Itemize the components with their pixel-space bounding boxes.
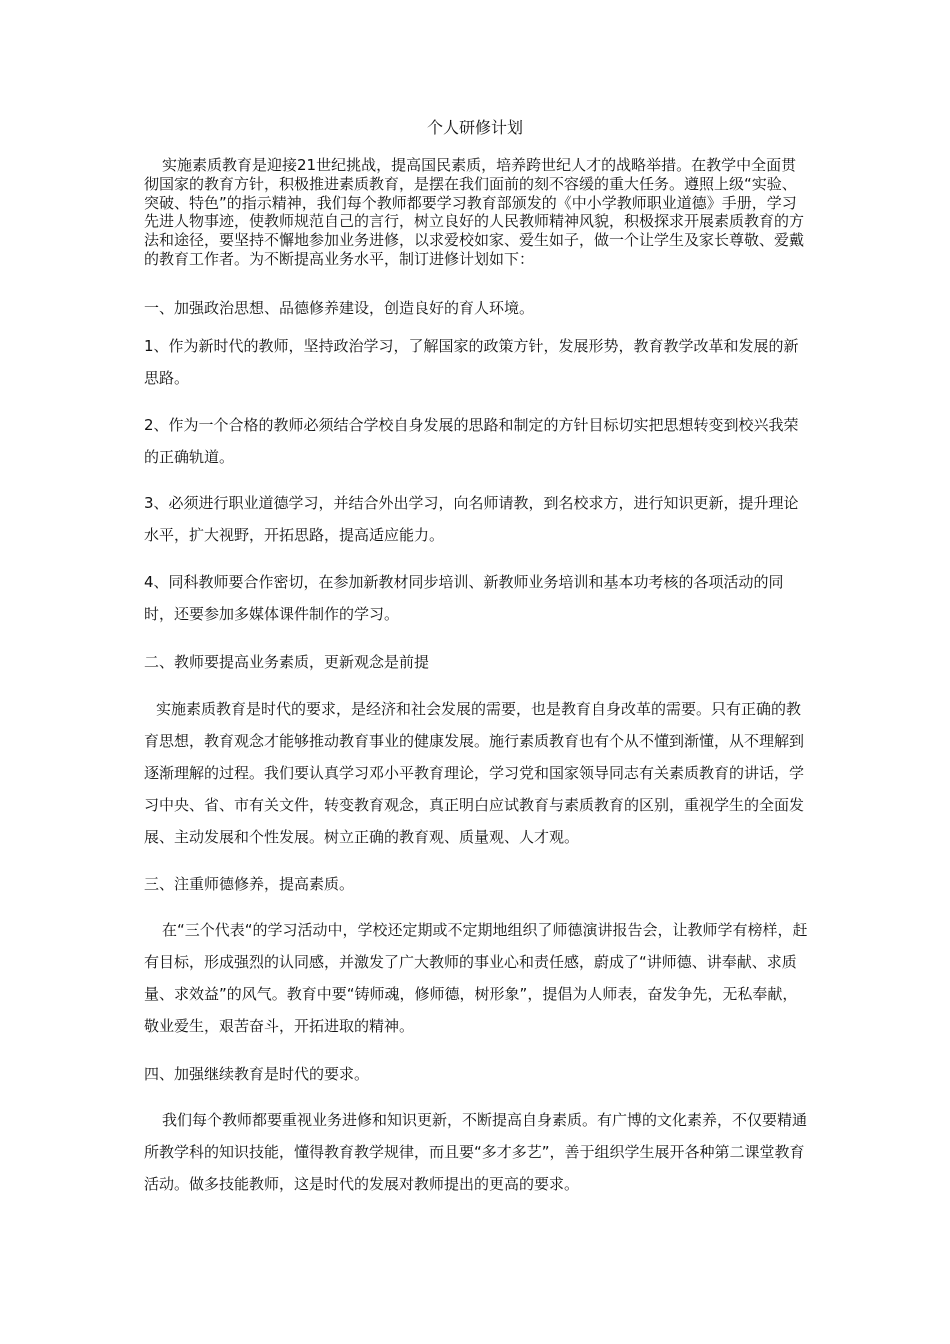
section-2-body: 实施素质教育是时代的要求，是经济和社会发展的需要，也是教育自身改革的需要。只有正确的教育思想，教育观念才能够推动教育事业的健康发展。施行素质教育也有个从不懂到渐懂，从不理解到逐渐理解的过程。我们要认真学习邓小平教育理论，学习党和国家领导同志有关素质教育的讲话，学习中央、省、市有关文件，转变教育观念，真正明白应试教育与素质教育的区别，重视学生的全面发展、主动发展和个性发展。树立正确的教育观、质量观、人才观。 bbox=[144, 700, 805, 846]
intro-paragraph: 实施素质教育是迎接21世纪挑战，提高国民素质，培养跨世纪人才的战略举措。在教学中全面贯彻国家的教育方针，积极推进素质教育，是摆在我们面前的刻不容缓的重大任务。遵照上级“实验、突破、特色”的指示精神，我们每个教师都要学习教育部颁发的《中小学教师职业道德》手册，学习先进人物事迹，使教师规范自己的言行，树立良好的人民教师精神风貌，积极探求开展素质教育的方法和途径，要坚持不懈地参加业务进修，以求爱校如家、爱生如子，做一个让学生及家长尊敬、爱戴的教育工作者。为不断提高业务水平，制订进修计划如下： bbox=[144, 156, 805, 268]
section-4-body: 我们每个教师都要重视业务进修和知识更新，不断提高自身素质。有广博的文化素养，不仅要精通所教学科的知识技能，懂得教育教学规律，而且要“多才多艺”，善于组织学生展开各种第二课堂教育活动。做多技能教师，这是时代的发展对教师提出的更高的要求。 bbox=[144, 1111, 808, 1193]
section-3-body: 在“三个代表“的学习活动中，学校还定期或不定期地组织了师德演讲报告会，让教师学有榜样，赶有目标，形成强烈的认同感，并激发了广大教师的事业心和责任感，蔚成了“讲师德、讲奉献、求质量、求效益”的风气。教育中要“铸师魂，修师德，树形象”，提倡为人师表，奋发争先，无私奉献，敬业爱生，艰苦奋斗，开拓进取的精神。 bbox=[144, 921, 808, 1035]
section-1-item-2: 2、作为一个合格的教师必须结合学校自身发展的思路和制定的方针目标切实把思想转变到校兴我荣的正确轨道。 bbox=[144, 416, 799, 466]
section-1-item-3: 3、必须进行职业道德学习，并结合外出学习，向名师请教，到名校求方，进行知识更新，提升理论水平，扩大视野，开拓思路，提高适应能力。 bbox=[144, 494, 799, 544]
section-2-heading: 二、教师要提高业务素质，更新观念是前提 bbox=[144, 653, 430, 671]
section-1-heading: 一、加强政治思想、品德修养建设，创造良好的育人环境。 bbox=[144, 299, 535, 317]
document-title: 个人研修计划 bbox=[426, 118, 523, 137]
section-4-heading: 四、加强继续教育是时代的要求。 bbox=[144, 1065, 370, 1083]
section-3-heading: 三、注重师德修养，提高素质。 bbox=[144, 875, 355, 893]
section-1-item-1: 1、作为新时代的教师，坚持政治学习，了解国家的政策方针，发展形势，教育教学改革和发展的新思路。 bbox=[144, 337, 799, 387]
section-1-item-4: 4、同科教师要合作密切，在参加新教材同步培训、新教师业务培训和基本功考核的各项活动的同时，还要参加多媒体课件制作的学习。 bbox=[144, 573, 784, 623]
